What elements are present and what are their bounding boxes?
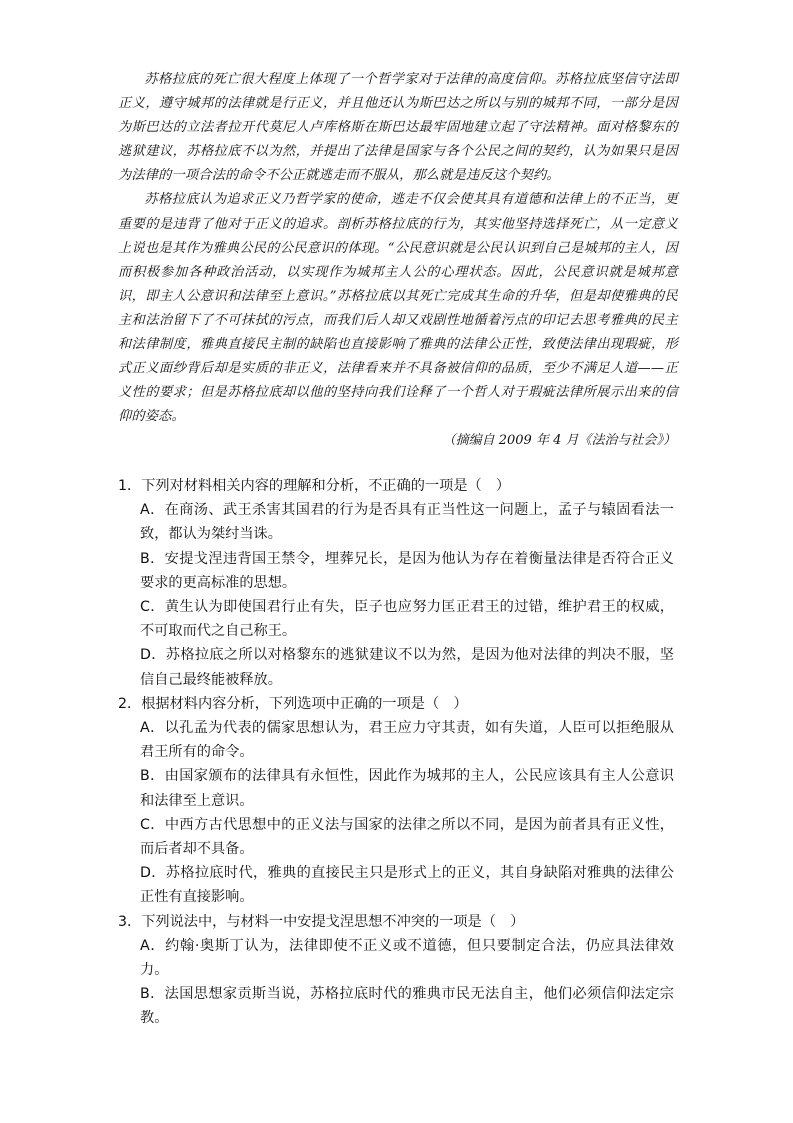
question-3 <box>118 910 674 1031</box>
passage-paragraph-2: 苏格拉底认为追求正义乃哲学家的使命，逃走不仅会使其具有道德和法律上的不正当，更重要的是违背了他对于正义的追求。剖析苏格拉底的行为，其实他坚持选择死亡，从一定意义上说也是其作为雅典公民的公民意识的体现。“公民意识就是公民认识到自己是城邦的主人，因而积极参加各种政治活动，以实现作为城邦主人公的心理状态。因此，公民意识就是城邦意识，即主人公意识和法律至上意识。”苏格拉底以其死亡完成其生命的升华，但是却使雅典的民主和法治留下了不可抹拭的污点，而我们后人却又戏剧性地循着污点的印记去思考雅典的民主和法律制度，雅典直接民主制的缺陷也直接影响了雅典的法律公正性，致使法律出现瑕疵，形式正义面纱背后却是实质的非正义，法律看来并不具备被信仰的品质，至少不满足人道——正义性的要求；但是苏格拉底却以他的坚持向我们诠释了一个哲人对于瑕疵法律所展示出来的信仰的姿态。 <box>118 192 678 425</box>
option-d: D．苏格拉底时代，雅典的直接民主只是形式上的正义，其自身缺陷对雅典的法律公正性有直接影响。 <box>140 865 674 906</box>
reading-passage <box>118 68 678 454</box>
passage-paragraph-1: 苏格拉底的死亡很大程度上体现了一个哲学家对于法律的高度信仰。苏格拉底坚信守法即正义，遵守城邦的法律就是行正义，并且他还认为斯巴达之所以与别的城邦不同，一部分是因为斯巴达的立法者拉开代莫尼人卢库格斯在斯巴达最牢固地建立起了守法精神。面对格黎东的逃狱建议，苏格拉底不以为然，并提出了法律是国家与各个公民之间的契约，认为如果只是因为法律的一项合法的命令不公正就逃走而不服从，那么就是违反这个契约。 <box>118 72 678 184</box>
option-d: D．苏格拉底之所以对格黎东的逃狱建议不以为然，是因为他对法律的判决不服，坚信自己最终能被释放。 <box>140 647 674 688</box>
option-b: B．由国家颁布的法律具有永恒性，因此作为城邦的主人，公民应该具有主人公意识和法律至上意识。 <box>140 768 674 809</box>
passage-source: （摘编自 2009 年 4 月《法治与社会》） <box>442 433 676 449</box>
option-a: A．约翰·奥斯丁认为，法律即使不正义或不道德，但只要制定合法，仍应具法律效力。 <box>140 937 674 979</box>
question-stem: 2．根据材料内容分析，下列选项中正确的一项是（ ） <box>118 695 468 712</box>
option-b: B．安提戈涅违背国王禁令，埋葬兄长，是因为他认为存在着衡量法律是否符合正义要求的更高标准的思想。 <box>140 550 674 591</box>
question-2 <box>118 692 674 910</box>
question-list <box>118 474 674 1031</box>
question-stem: 1．下列对材料相关内容的理解和分析，不正确的一项是（ ） <box>118 478 511 494</box>
question-stem: 3．下列说法中，与材料一中安提戈涅思想不冲突的一项是（ ） <box>118 913 525 930</box>
option-b: B．法国思想家贡斯当说，苏格拉底时代的雅典市民无法自主，他们必须信仰法定宗教。 <box>140 986 674 1027</box>
option-c: C．中西方古代思想中的正义法与国家的法律之所以不同，是因为前者具有正义性，而后者却不具备。 <box>140 816 674 858</box>
option-c: C．黄生认为即使国君行止有失，臣子也应努力匡正君王的过错，维护君王的权威，不可取而代之自己称王。 <box>140 599 674 640</box>
option-a: A．在商汤、武王杀害其国君的行为是否具有正当性这一问题上，孟子与辕固看法一致，都认为桀纣当诛。 <box>140 502 674 543</box>
option-a: A．以孔孟为代表的儒家思想认为，君王应力守其责，如有失道，人臣可以拒绝服从君王所有的命令。 <box>140 720 674 761</box>
question-1 <box>118 474 674 692</box>
